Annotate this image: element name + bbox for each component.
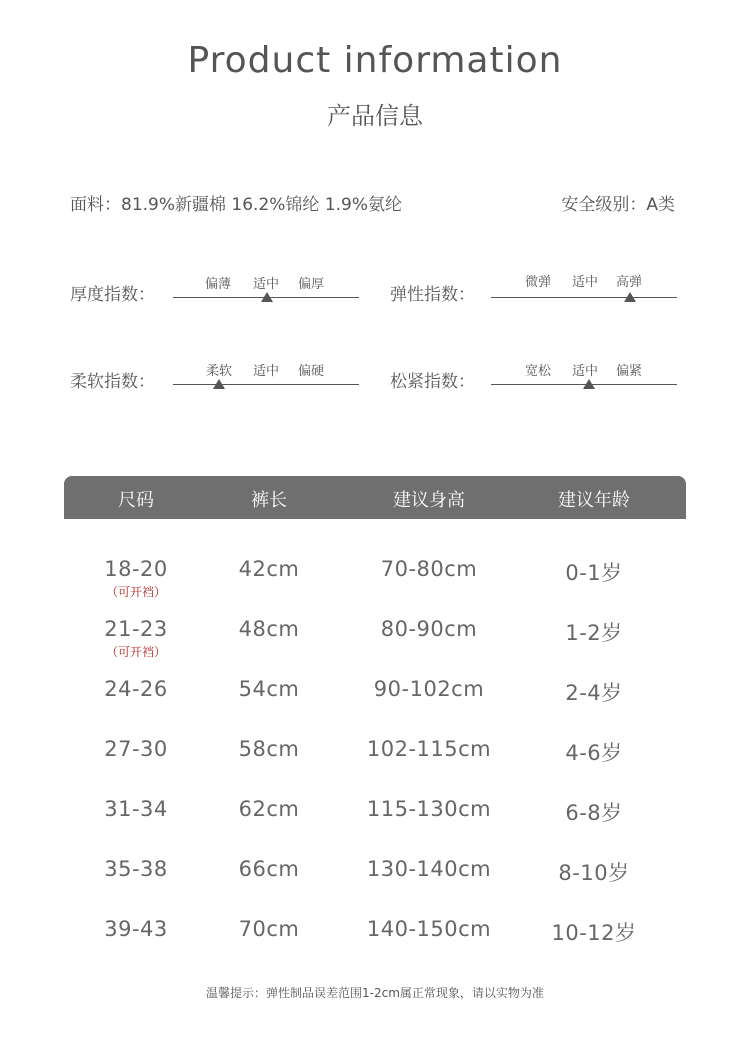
cell-size: 21-23: [104, 617, 168, 641]
cell-age: 0-1岁: [565, 561, 623, 585]
scale-marker: [583, 379, 595, 389]
cell-height: 70-80cm: [380, 557, 478, 581]
cell-height: 80-90cm: [380, 617, 478, 641]
cell-length: 48cm: [238, 617, 300, 641]
cell-age: 4-6岁: [565, 741, 623, 765]
scale-label: 厚度指数：: [70, 285, 155, 305]
cell-note: （可开裆）: [105, 585, 167, 599]
cell-length: 42cm: [238, 557, 300, 581]
cell-length: 62cm: [238, 797, 300, 821]
cell-height: 130-140cm: [366, 857, 492, 881]
scale-option: 偏硬: [298, 364, 325, 379]
cell-height: 90-102cm: [373, 677, 485, 701]
cell-age: 10-12岁: [551, 921, 637, 945]
scale-option: 高弹: [616, 275, 643, 290]
cell-length: 66cm: [238, 857, 300, 881]
safety-level: 安全级别：A类: [561, 195, 675, 215]
table-row: [0, 557, 750, 617]
cell-size: 39-43: [104, 917, 168, 941]
scale-option: 偏紧: [616, 364, 643, 379]
scale-elasticity: [375, 270, 750, 320]
scale-option: 微弹: [525, 275, 552, 290]
scale-label: 弹性指数：: [390, 285, 475, 305]
scale-tightness: [375, 357, 750, 407]
footer-note: 温馨提示：弹性制品误差范围1-2cm属正常现象，请以实物为准: [206, 986, 544, 1000]
cell-size: 24-26: [104, 677, 168, 701]
header-length: 裤长: [251, 490, 287, 511]
scale-marker: [624, 292, 636, 302]
header-size: 尺码: [118, 490, 154, 511]
cell-length: 58cm: [238, 737, 300, 761]
scale-marker: [213, 379, 225, 389]
scale-option: 适中: [572, 364, 599, 379]
scale-thickness: [0, 270, 375, 320]
cell-age: 8-10岁: [558, 861, 630, 885]
size-table-header: [64, 476, 686, 519]
scale-label: 松紧指数：: [390, 372, 475, 392]
cell-note: （可开裆）: [105, 645, 167, 659]
table-row: [0, 677, 750, 737]
table-row: [0, 857, 750, 917]
scale-line: [173, 384, 359, 385]
scale-option: 宽松: [525, 364, 552, 379]
scale-line: [491, 297, 677, 298]
scale-option: 偏薄: [205, 277, 232, 292]
scale-softness: [0, 357, 375, 407]
table-row: [0, 617, 750, 677]
table-row: [0, 917, 750, 977]
scale-option: 适中: [253, 364, 280, 379]
cell-height: 115-130cm: [366, 797, 492, 821]
header-height: 建议身高: [393, 490, 465, 511]
cell-length: 70cm: [238, 917, 300, 941]
table-row: [0, 797, 750, 857]
cell-height: 140-150cm: [366, 917, 492, 941]
cell-height: 102-115cm: [366, 737, 492, 761]
scale-option: 偏厚: [298, 277, 325, 292]
cell-size: 31-34: [104, 797, 168, 821]
table-row: [0, 737, 750, 797]
cell-age: 1-2岁: [565, 621, 623, 645]
cell-size: 18-20: [104, 557, 168, 581]
header-age: 建议年龄: [558, 490, 630, 511]
scale-option: 适中: [572, 275, 599, 290]
cell-age: 2-4岁: [565, 681, 623, 705]
fabric-composition: 面料：81.9%新疆棉 16.2%锦纶 1.9%氨纶: [70, 195, 403, 215]
scale-option: 适中: [253, 277, 280, 292]
scale-marker: [261, 292, 273, 302]
cell-size: 35-38: [104, 857, 168, 881]
cell-age: 6-8岁: [565, 801, 623, 825]
cell-length: 54cm: [238, 677, 300, 701]
page-title-cn: 产品信息: [327, 102, 423, 130]
page-title-en: Product information: [187, 40, 563, 81]
scale-label: 柔软指数：: [70, 372, 155, 392]
cell-size: 27-30: [104, 737, 168, 761]
scale-option: 柔软: [206, 364, 233, 379]
